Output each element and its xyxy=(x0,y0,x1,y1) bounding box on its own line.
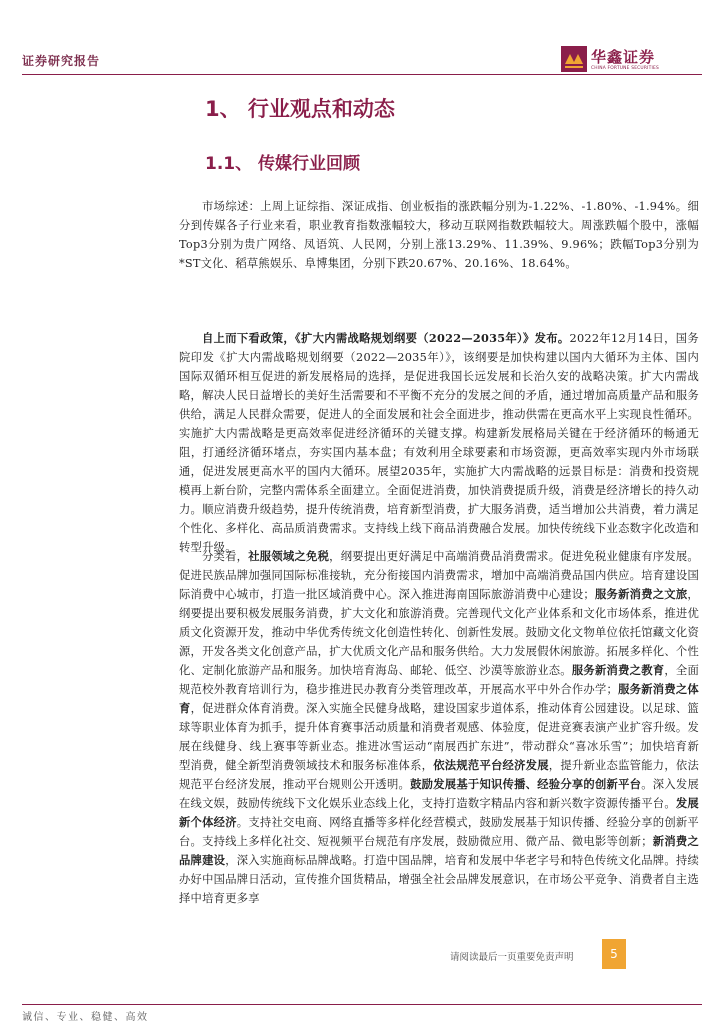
footer-divider xyxy=(22,1004,702,1005)
market-overview-paragraph xyxy=(179,197,699,273)
text-run: ，深入实施商标品牌战略。打造中国品牌，培育和发展中华老字号和特色传统文化品牌。持续办好中国品牌日活动，宣传推介国货精品，增强全社会品牌发展意识，在市场公平竞争、消费者自主选择中培育更多享 xyxy=(179,854,699,905)
policy-lead: 自上而下看政策，《扩大内需战略规划纲要（2022—2035年）》发布。 xyxy=(202,331,570,345)
category-paragraph xyxy=(179,547,699,908)
text-run: 。深入发展在线文娱，鼓励传统线下文化娱乐业态线上化，支持打造数字精品内容和新兴数字资源传播平台。 xyxy=(179,778,699,810)
section-heading: 1、 行业观点和动态 xyxy=(205,97,395,121)
logo-chinese-name: 华鑫证券 xyxy=(591,48,656,66)
bold-run: 服务新消费之体育 xyxy=(179,682,699,715)
text-run: ，纲要提出要积极发展服务消费，扩大文化和旅游消费。完善现代文化产业体系和文化市场体系，推进优质文化资源开发，推动中华优秀传统文化创造性转化、创新性发展。鼓励文化文物单位依托馆藏文化资源，开发各类文化创意产品，扩大优质文化产品和服务供给。大力发展假休闲旅游。拓展多样化、个性化、定制化旅游产品和服务。加快培育海岛、邮轮、低空、沙漠等旅游业态。 xyxy=(179,588,699,677)
policy-body: 2022年12月14日，国务院印发《扩大内需战略规划纲要（2022—2035年）》，该纲要是加快构建以国内大循环为主体、国内国际双循环相互促进的新发展格局的选择，是促进我国长远发展和长治久安的战略决策。扩大内需战略，解决人民日益增长的美好生活需要和不平衡不充分的发展之间的矛盾，通过增加高质量产品和服务供给，满足人民群众需要，促进人的全面发展和社会全面进步，推动供需在更高水平上实现良性循环。实施扩大内需战略是更高效率促进经济循环的关键支撑。构建新发展格局关键在于经济循环的畅通无阻，打通经济循环堵点，夯实国内基本盘；有效利用全球要素和市场资源，更高效率实现内外市场联通，促进发展更高水平的国内大循环。展望2035年，实施扩大内需战略的远景目标是：消费和投资规模再上新台阶，完整内需体系全面建立。全面促进消费，加快消费提质升级，消费是经济增长的持久动力。顺应消费升级趋势，提升传统消费，培育新型消费，扩大服务消费，适当增加公共消费，着力满足个性化、多样化、高品质消费需求。支持线上线下商品消费融合发展。加快传统线下业态数字化改造和转型升级。 xyxy=(179,332,699,554)
page-header xyxy=(0,0,724,80)
text-run: ，提升新业态监管能力，依法规范平台经济发展，推动平台规则公开透明。 xyxy=(179,759,699,791)
footer-slogan: 诚信、专业、稳健、高效 xyxy=(22,1012,149,1023)
company-logo xyxy=(561,46,701,76)
text-run: ，全面规范校外教育培训行为，稳步推进民办教育分类管理改革，开展高水平中外合作办学； xyxy=(179,664,699,696)
logo-mark-icon xyxy=(561,46,587,72)
bold-run: 发展新个体经济 xyxy=(179,796,699,829)
policy-text xyxy=(179,329,699,557)
disclaimer-note: 请阅读最后一页重要免责声明 xyxy=(450,952,574,963)
bold-run: 新消费之品牌建设 xyxy=(179,834,699,867)
text-run: 。支持社交电商、网络直播等多样化经营模式，鼓励发展基于知识传播、经验分享的创新平台。支持线上多样化社交、短视频平台规范有序发展，鼓励微应用、微产品、微电影等创新； xyxy=(179,816,699,848)
header-divider xyxy=(22,74,702,75)
text-run: ，促进群众体育消费。深入实施全民健身战略，建设国家步道体系，推动体育公园建设。以足球、篮球等职业体育为抓手，提升体育赛事活动质量和消费者观感、体验度，促进竞赛表演产业扩容升级。发展在线健身、线上赛事等新业态。推进冰雪运动“南展西扩东进”，带动群众“喜冰乐雪”；加快培育新型消费，健全新型消费领域技术和服务标准体系， xyxy=(179,702,699,772)
text-run: ，纲要提出更好满足中高端消费品消费需求。促进免税业健康有序发展。促进民族品牌加强同国际标准接轨，充分衔接国内消费需求，增加中高端消费品国内供应。培育建设国际消费中心城市，打造一批区域消费中心。深入推进海南国际旅游消费中心建设； xyxy=(179,550,699,601)
bold-run: 服务新消费之教育 xyxy=(571,663,665,677)
policy-paragraph xyxy=(179,329,699,557)
report-type-label: 证券研究报告 xyxy=(22,54,101,68)
bold-run: 社服领域之免税 xyxy=(248,549,330,563)
logo-english-name: CHINA FORTUNE SECURITIES xyxy=(591,66,659,71)
category-text xyxy=(179,547,699,908)
bold-run: 鼓励发展基于知识传播、经验分享的创新平台 xyxy=(410,777,642,791)
page-number: 5 xyxy=(602,939,626,969)
bold-run: 服务新消费之文旅 xyxy=(594,587,688,601)
subsection-heading: 1.1、 传媒行业回顾 xyxy=(205,154,361,174)
market-overview-text: 市场综述：上周上证综指、深证成指、创业板指的涨跌幅分别为-1.22%、-1.80%、-1.94%。细分到传媒各子行业来看，职业教育指数涨幅较大，移动互联网指数跌幅较大。周涨跌幅个股中，涨幅Top3分别为贵广网络、凤语筑、人民网，分别上涨13.29%、11.39%、9.96%；跌幅Top3分别为*ST文化、稻草熊娱乐、阜博集团，分别下跌20.67%、20.16%、18.64%。 xyxy=(179,200,699,270)
bold-run: 依法规范平台经济发展 xyxy=(433,758,549,772)
text-run: 分类看， xyxy=(202,550,249,563)
